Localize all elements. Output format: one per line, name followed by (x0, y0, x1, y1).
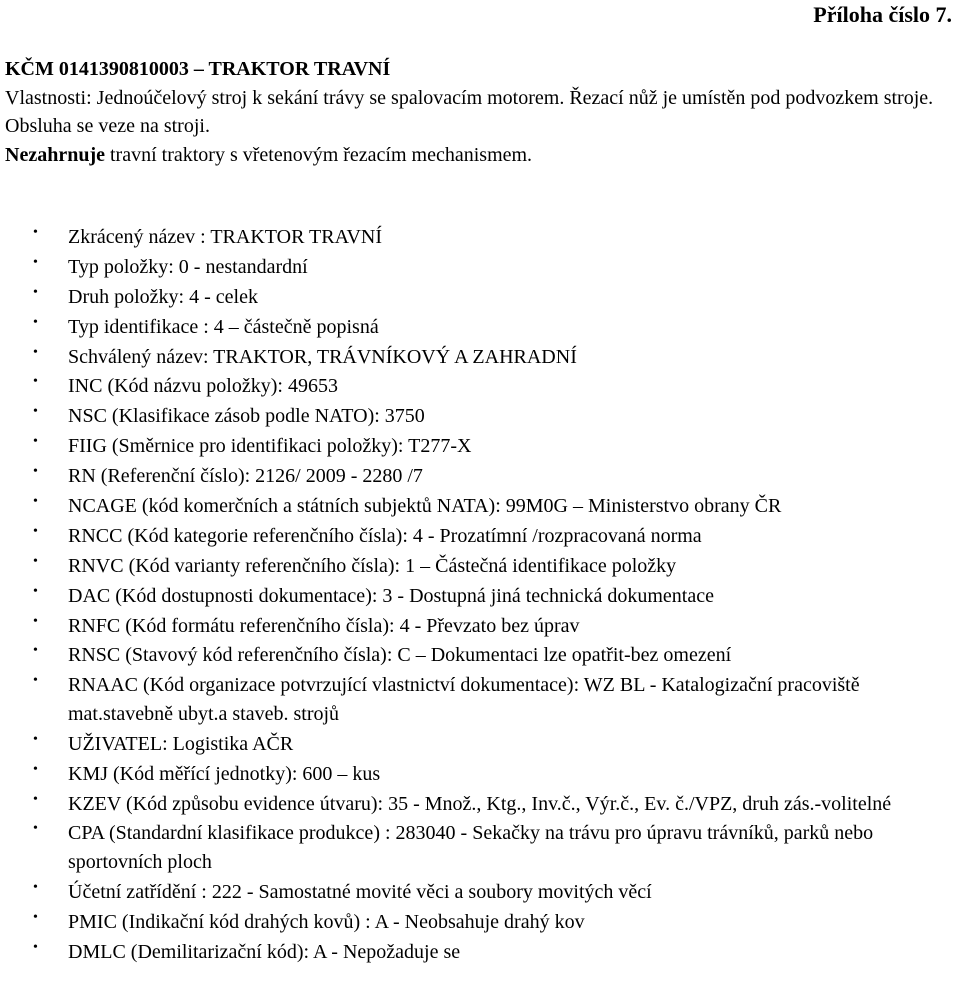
property-text: KZEV (Kód způsobu evidence útvaru): 35 - Množ., Ktg., Inv.č., Výr.č., Ev. č./VPZ, druh zás.-volitelné (68, 792, 892, 815)
property-item (0, 908, 960, 937)
property-item (0, 878, 960, 907)
bullet-icon: • (33, 464, 38, 480)
item-description: Vlastnosti: Jednoúčelový stroj k sekání trávy se spalovacím motorem. Řezací nůž je umístěn pod podvozkem stroje. Obsluha se veze na stroji. (5, 86, 934, 137)
bullet-icon: • (33, 434, 38, 450)
property-item (0, 402, 960, 431)
property-text: NCAGE (kód komerčních a státních subjektů NATA): 99M0G – Ministerstvo obrany ČR (68, 495, 782, 518)
property-item (0, 938, 960, 967)
bullet-icon: • (33, 731, 38, 747)
bullet-icon: • (33, 643, 38, 659)
property-text: RNAAC (Kód organizace potvrzující vlastnictví dokumentace): WZ BL - Katalogizační pracoviště mat.stavebně ubyt.a staveb. strojů (68, 674, 860, 725)
annex-label: Příloha číslo 7. (813, 2, 952, 27)
bullet-icon: • (33, 761, 38, 777)
bullet-icon: • (33, 225, 38, 240)
bullet-icon: • (33, 673, 38, 689)
property-item (0, 283, 960, 312)
bullet-icon: • (33, 494, 38, 510)
item-title: KČM 0141390810003 – TRAKTOR TRAVNÍ (5, 58, 391, 80)
exclusion-keyword: Nezahrnuje (5, 143, 105, 166)
property-text: Zkrácený název : TRAKTOR TRAVNÍ (68, 226, 383, 248)
bullet-icon: • (33, 939, 38, 955)
property-item (0, 432, 960, 461)
property-text: RNVC (Kód varianty referenčního čísla): 1 – Částečná identifikace položky (68, 554, 677, 577)
bullet-icon: • (33, 374, 38, 390)
bullet-icon: • (33, 314, 38, 330)
item-header (5, 55, 955, 169)
bullet-icon: • (33, 523, 38, 539)
property-text: Typ identifikace : 4 – částečně popisná (68, 315, 379, 338)
bullet-icon: • (33, 791, 38, 807)
property-text: CPA (Standardní klasifikace produkce) : 283040 - Sekačky na trávu pro úpravu trávníků, parků nebo sportovních ploch (68, 822, 874, 873)
bullet-icon: • (33, 404, 38, 420)
property-text: PMIC (Indikační kód drahých kovů) : A - Neobsahuje drahý kov (68, 910, 585, 933)
property-item (0, 760, 960, 789)
property-item (0, 223, 960, 252)
property-text: KMJ (Kód měřící jednotky): 600 – kus (68, 762, 381, 785)
property-text: Typ položky: 0 - nestandardní (68, 255, 308, 278)
property-list (0, 223, 960, 967)
exclusion-text: travní traktory s vřetenovým řezacím mechanismem. (104, 143, 533, 166)
property-text: UŽIVATEL: Logistika AČR (68, 732, 294, 755)
property-item (0, 492, 960, 521)
bullet-icon: • (33, 583, 38, 599)
property-item (0, 612, 960, 641)
property-item (0, 790, 960, 819)
property-item (0, 582, 960, 611)
bullet-icon: • (33, 553, 38, 569)
property-item (0, 552, 960, 581)
bullet-icon: • (33, 821, 38, 837)
property-item (0, 730, 960, 759)
property-text: Schválený název: TRAKTOR, TRÁVNÍKOVÝ A ZAHRADNÍ (68, 345, 577, 368)
property-item (0, 522, 960, 551)
property-item (0, 313, 960, 342)
property-item (0, 819, 960, 876)
property-item (0, 253, 960, 282)
bullet-icon: • (33, 344, 38, 360)
bullet-icon: • (33, 284, 38, 300)
bullet-icon: • (33, 254, 38, 270)
property-text: FIIG (Směrnice pro identifikaci položky): T277-X (68, 435, 472, 458)
property-item (0, 641, 960, 670)
property-text: RNSC (Stavový kód referenčního čísla): C – Dokumentaci lze opatřit-bez omezení (68, 644, 732, 667)
property-text: Účetní zatřídění : 222 - Samostatné movité věci a soubory movitých věcí (68, 880, 652, 903)
property-text: DAC (Kód dostupnosti dokumentace): 3 - Dostupná jiná technická dokumentace (68, 584, 714, 607)
bullet-icon: • (33, 909, 38, 925)
property-text: RNCC (Kód kategorie referenčního čísla): 4 - Prozatímní /rozpracovaná norma (68, 524, 702, 547)
property-text: NSC (Klasifikace zásob podle NATO): 3750 (68, 405, 425, 428)
property-item (0, 372, 960, 401)
bullet-icon: • (33, 613, 38, 629)
property-text: RNFC (Kód formátu referenčního čísla): 4 - Převzato bez úprav (68, 614, 580, 637)
property-item (0, 462, 960, 491)
property-item (0, 671, 960, 728)
property-text: RN (Referenční číslo): 2126/ 2009 - 2280 /7 (68, 465, 423, 488)
item-exclusion (5, 141, 955, 170)
property-text: Druh položky: 4 - celek (68, 285, 258, 308)
property-text: DMLC (Demilitarizační kód): A - Nepožaduje se (68, 940, 461, 963)
property-item (0, 343, 960, 372)
bullet-icon: • (33, 879, 38, 895)
property-text: INC (Kód názvu položky): 49653 (68, 375, 338, 398)
